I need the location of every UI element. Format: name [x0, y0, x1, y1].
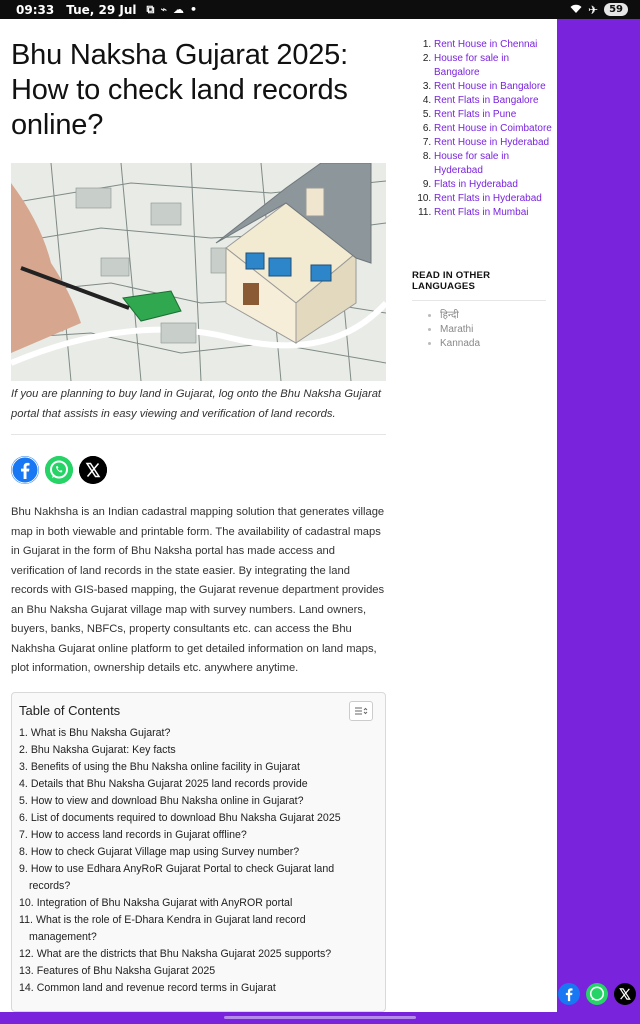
- signal-off-icon: ⌁: [160, 3, 167, 16]
- language-link[interactable]: • Kannada: [440, 337, 552, 351]
- languages-heading: READ IN OTHER LANGUAGES: [412, 270, 491, 292]
- toc-item[interactable]: [19, 963, 378, 980]
- web-page: [0, 19, 557, 1012]
- whatsapp-icon[interactable]: [45, 456, 73, 484]
- sidebar-link[interactable]: 3. Rent House in Bangalore: [434, 80, 552, 94]
- toc-item-label[interactable]: Benefits of using the Bhu Naksha online facility in Gujarat: [30, 760, 300, 773]
- land-map-illustration: [11, 163, 386, 381]
- toc-item[interactable]: [19, 742, 378, 759]
- cloud-icon: ☁: [172, 3, 184, 16]
- divider: [11, 434, 386, 435]
- x-icon[interactable]: [79, 456, 107, 484]
- toc-item-label[interactable]: What is the role of E-Dhara Kendra in Gujarat land record: [35, 913, 306, 926]
- sidebar-link[interactable]: 9. Flats in Hyderabad: [434, 178, 552, 192]
- facebook-icon[interactable]: [11, 456, 39, 484]
- sidebar-link[interactable]: 6. Rent House in Coimbatore: [434, 122, 552, 136]
- toc-item-label[interactable]: Integration of Bhu Naksha Gujarat with AnyROR portal: [36, 896, 293, 909]
- sidebar-link[interactable]: 5. Rent Flats in Pune: [434, 108, 552, 122]
- toc-item-number: 14.: [19, 981, 34, 994]
- page-title: Bhu Naksha Gujarat 2025: How to check land records online?: [11, 39, 348, 141]
- toc-item-label[interactable]: Details that Bhu Naksha Gujarat 2025 land records provide: [30, 777, 308, 790]
- toc-item-label[interactable]: How to view and download Bhu Naksha online in Gujarat?: [30, 794, 304, 807]
- toc-item[interactable]: [19, 827, 378, 844]
- toc-item-label[interactable]: Common land and revenue record terms in Gujarat: [36, 981, 276, 994]
- gesture-bar[interactable]: [224, 1016, 416, 1019]
- toc-item[interactable]: [19, 946, 378, 963]
- sidebar-link[interactable]: 4. Rent Flats in Bangalore: [434, 94, 552, 108]
- toc-item-number: 7.: [19, 828, 28, 841]
- toc-item-number: 8.: [19, 845, 28, 858]
- airplane-icon: ✈: [588, 2, 599, 17]
- x-icon[interactable]: [614, 983, 636, 1005]
- share-bar: [11, 456, 386, 484]
- toc-item-number: 12.: [19, 947, 34, 960]
- status-time: 09:33: [16, 2, 55, 17]
- toc-item-number: 13.: [19, 964, 34, 977]
- screenshot-icon: ⧉: [146, 2, 155, 16]
- toc-item-number: 5.: [19, 794, 28, 807]
- sidebar-link[interactable]: 1. Rent House in Chennai: [434, 38, 552, 52]
- toc-item-number: 2.: [19, 743, 28, 756]
- toc-item-number: 6.: [19, 811, 28, 824]
- toc-item[interactable]: [19, 980, 378, 997]
- toc-item-label[interactable]: How to use Edhara AnyRoR Gujarat Portal to check Gujarat land: [30, 862, 335, 875]
- toc-item-number: 11.: [19, 913, 33, 926]
- floating-share-bar: [557, 983, 636, 1005]
- sidebar-link[interactable]: 7. Rent House in Hyderabad: [434, 136, 552, 150]
- toc-item-number: 3.: [19, 760, 28, 773]
- toc-item-label[interactable]: What are the districts that Bhu Naksha Gujarat 2025 supports?: [36, 947, 332, 960]
- toc-item-number: 4.: [19, 777, 28, 790]
- toc-item-label[interactable]: What is Bhu Naksha Gujarat?: [30, 726, 171, 739]
- sidebar: [412, 38, 552, 351]
- toc-item[interactable]: [19, 776, 378, 793]
- toc-toggle-icon[interactable]: [349, 701, 373, 721]
- toc-item[interactable]: [19, 725, 378, 742]
- facebook-icon[interactable]: [558, 983, 580, 1005]
- toc-item[interactable]: [19, 759, 378, 776]
- toc-item[interactable]: [19, 810, 378, 827]
- sidebar-link[interactable]: 10. Rent Flats in Hyderabad: [434, 192, 552, 206]
- sidebar-link[interactable]: 11. Rent Flats in Mumbai: [434, 206, 552, 220]
- toc-item[interactable]: [19, 861, 378, 895]
- status-bar: [0, 0, 640, 19]
- toc-title: Table of Contents: [19, 703, 121, 718]
- toc-item[interactable]: [19, 793, 378, 810]
- toc-item[interactable]: [19, 895, 378, 912]
- image-caption: If you are planning to buy land in Gujarat, log onto the Bhu Naksha Gujarat portal that assists in easy viewing and verification of land records.: [11, 388, 382, 420]
- toc-list: [19, 725, 378, 997]
- related-links-list: [412, 38, 552, 220]
- notification-icons: [147, 3, 198, 17]
- toc-item-label-continued[interactable]: management?: [29, 930, 97, 943]
- toc-item[interactable]: [19, 844, 378, 861]
- language-link[interactable]: • Marathi: [440, 323, 552, 337]
- toc-item-label[interactable]: Features of Bhu Naksha Gujarat 2025: [36, 964, 216, 977]
- toc-item-label[interactable]: How to check Gujarat Village map using Survey number?: [30, 845, 300, 858]
- toc-item-number: 10.: [19, 896, 34, 909]
- languages-list: [412, 309, 552, 351]
- divider: [412, 300, 546, 301]
- article-body: Bhu Nakhsha is an Indian cadastral mapping solution that generates village map in both viewable and printable form. The availability of cadastral maps in Gujarat in the form of Bhu Naksha portal has made access and verification of land records in the state easier. By integrating the land records with GIS-based mapping, the Gujarat revenue department provides an Bhu Naksha Gujarat village map with survey numbers. Land owners, buyers, banks, NBFCs, property consultants etc. can access the Bhu Nakhsha Gujarat online platform to get detailed information on land maps, plot information, ownership details etc. anywhere anytime.: [11, 506, 385, 674]
- sidebar-link[interactable]: 8. House for sale in Hyderabad: [434, 150, 552, 178]
- language-link[interactable]: • हिन्दी: [440, 309, 552, 323]
- toc-item[interactable]: [19, 912, 378, 946]
- battery-indicator: 59: [604, 3, 628, 16]
- toc-item-label[interactable]: List of documents required to download Bhu Naksha Gujarat 2025: [30, 811, 341, 824]
- hero-image: [11, 163, 386, 381]
- status-date: Tue, 29 Jul: [66, 2, 137, 17]
- sidebar-link[interactable]: 2. House for sale in Bangalore: [434, 52, 552, 80]
- toc-item-number: 9.: [19, 862, 28, 875]
- toc-item-label[interactable]: Bhu Naksha Gujarat: Key facts: [30, 743, 176, 756]
- toc-item-number: 1.: [19, 726, 28, 739]
- toc-item-label[interactable]: How to access land records in Gujarat offline?: [30, 828, 247, 841]
- toc-item-label-continued[interactable]: records?: [29, 879, 71, 892]
- dot-icon: •: [189, 3, 198, 16]
- article-main: [11, 19, 386, 1012]
- whatsapp-icon[interactable]: [586, 983, 608, 1005]
- wifi-icon: [570, 3, 582, 17]
- table-of-contents: [11, 692, 386, 1012]
